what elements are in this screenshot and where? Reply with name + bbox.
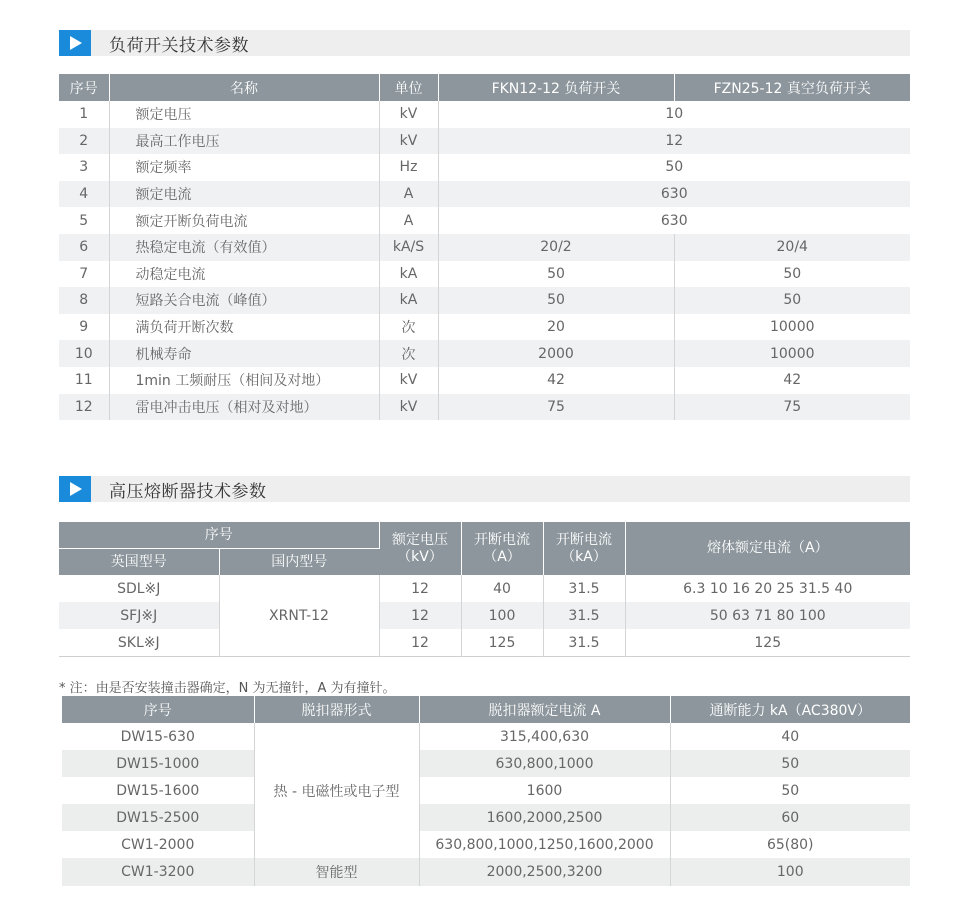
header-seq: 序号 (62, 696, 254, 723)
header-line: 开断电流 (556, 531, 612, 548)
cell-trip-current: 2000,2500,3200 (419, 858, 670, 885)
header-fzn25: FZN25-12 真空负荷开关 (674, 74, 910, 101)
cell-merged-value: 630 (438, 181, 910, 208)
cell-capacity: 50 (781, 782, 800, 799)
cell-trip-current: 1600,2000,2500 (419, 804, 670, 831)
cell-seq: 4 (59, 181, 109, 208)
cell-voltage: 12 (379, 629, 461, 657)
section-header-fuse (59, 476, 910, 502)
table-row (59, 602, 910, 629)
cell-unit: kV (379, 101, 438, 128)
header-breaking-current-ka (543, 522, 625, 575)
cell-unit: A (379, 181, 438, 208)
header-line: （kA） (561, 548, 607, 565)
cell-fzn25: 20/4 (674, 234, 910, 261)
cell-fkn12: 2000 (438, 340, 674, 367)
cell-model: CW1-2000 (62, 831, 254, 858)
table-row (59, 207, 910, 234)
cell-fkn12: 20/2 (438, 234, 674, 261)
table-row (62, 723, 910, 750)
table-row (59, 101, 910, 128)
table-row (59, 181, 910, 208)
cell-model: DW15-2500 (62, 804, 254, 831)
cell-capacity: 50 (670, 750, 910, 777)
cell-fzn25: 50 (783, 265, 802, 282)
header-line: 开断电流 (474, 531, 530, 548)
section-title: 负荷开关技术参数 (109, 35, 249, 56)
cell-name: 短路关合电流（峰值） (109, 287, 379, 314)
cell-fzn25: 10000 (674, 340, 910, 367)
header-seq: 序号 (59, 522, 379, 549)
cell-voltage: 12 (379, 575, 461, 602)
cell-seq: 3 (59, 154, 109, 181)
cell-seq: 11 (59, 367, 109, 394)
cell-name: 机械寿命 (109, 340, 379, 367)
cell-name: 额定电流 (109, 181, 379, 208)
cell-model: DW15-630 (62, 723, 254, 750)
cell-fuse: 50 63 71 80 100 (625, 602, 910, 629)
cell-unit: A (379, 207, 438, 234)
cell-seq: 6 (59, 234, 109, 261)
cell-unit: kV (379, 128, 438, 155)
table-row (59, 154, 910, 181)
breaker-table (62, 696, 910, 886)
cell-seq: 1 (59, 101, 109, 128)
cell-capacity: 65(80) (766, 836, 814, 853)
cell-fzn25: 42 (783, 372, 802, 389)
header-unit: 单位 (379, 74, 438, 101)
header-trip-current: 脱扣器额定电流 A (419, 696, 670, 723)
table-row (59, 314, 910, 341)
cell-model: CW1-3200 (62, 858, 254, 885)
header-line: 额定电压 (392, 531, 448, 548)
cell-name: 1min 工频耐压（相间及对地） (109, 367, 379, 394)
header-trip-type: 脱扣器形式 (254, 696, 419, 723)
header-fuse-current: 熔体额定电流（A） (625, 522, 910, 575)
header-seq: 序号 (59, 74, 109, 101)
header-domestic-model: 国内型号 (219, 549, 379, 576)
table-header-row (59, 522, 910, 549)
cell-merged-value: 12 (438, 128, 910, 155)
cell-seq: 2 (59, 128, 109, 155)
cell-fuse: 125 (754, 634, 782, 651)
cell-fkn12: 20 (438, 314, 674, 341)
cell-domestic-model: XRNT-12 (219, 575, 379, 657)
header-rated-voltage (379, 522, 461, 575)
cell-break-ka: 31.5 (543, 602, 625, 629)
cell-fkn12: 50 (438, 261, 674, 288)
cell-unit: Hz (379, 154, 438, 181)
table-header-row (62, 696, 910, 723)
fuse-table (59, 522, 910, 657)
section-header-load-switch (59, 30, 910, 56)
table-row (59, 394, 910, 421)
header-breaking-current-a (461, 522, 543, 575)
cell-uk-model: SKL※J (59, 629, 219, 657)
cell-capacity: 100 (670, 858, 910, 885)
cell-unit: kV (379, 367, 438, 394)
cell-name: 动稳定电流 (109, 261, 379, 288)
cell-merged-value: 50 (665, 159, 684, 176)
table-row (62, 804, 910, 831)
cell-uk-model: SFJ※J (59, 602, 219, 629)
cell-trip-type: 热 - 电磁性或电子型 (254, 723, 419, 858)
table-row (62, 858, 910, 885)
cell-break-ka: 31.5 (543, 629, 625, 657)
cell-fzn25: 50 (674, 287, 910, 314)
table-row (62, 831, 910, 858)
cell-break-a: 40 (461, 575, 543, 602)
table-row (59, 575, 910, 602)
cell-trip-current: 1600 (419, 777, 670, 804)
cell-unit: kA/S (379, 234, 438, 261)
cell-fzn25: 75 (674, 394, 910, 421)
header-breaking-capacity: 通断能力 kA（AC380V） (670, 696, 910, 723)
table-header-row (59, 74, 910, 101)
cell-seq: 7 (59, 261, 109, 288)
cell-seq: 8 (59, 287, 109, 314)
cell-voltage: 12 (379, 602, 461, 629)
section-title: 高压熔断器技术参数 (109, 481, 267, 502)
cell-trip-current: 315,400,630 (419, 723, 670, 750)
cell-name: 最高工作电压 (109, 128, 379, 155)
cell-merged-value: 630 (660, 212, 688, 229)
cell-name: 满负荷开断次数 (109, 314, 379, 341)
cell-break-ka: 31.5 (543, 575, 625, 602)
cell-uk-model: SDL※J (59, 575, 219, 602)
header-uk-model: 英国型号 (59, 549, 219, 576)
cell-fzn25: 10000 (769, 319, 815, 336)
cell-name: 额定电压 (109, 101, 379, 128)
play-arrow-icon (59, 30, 91, 56)
table-row (59, 367, 910, 394)
cell-break-a: 125 (461, 629, 543, 657)
cell-fkn12: 75 (438, 394, 674, 421)
cell-trip-type: 智能型 (254, 858, 419, 885)
cell-name: 额定频率 (109, 154, 379, 181)
cell-name: 热稳定电流（有效值） (109, 234, 379, 261)
table-row (62, 750, 910, 777)
table-row (59, 261, 910, 288)
cell-seq: 5 (59, 207, 109, 234)
cell-model: DW15-1000 (62, 750, 254, 777)
footnote: * 注：由是否安装撞击器确定，N 为无撞针，A 为有撞针。 (59, 681, 396, 696)
cell-seq: 12 (59, 394, 109, 421)
header-name: 名称 (109, 74, 379, 101)
table-row (62, 777, 910, 804)
table-row (59, 287, 910, 314)
table-row (59, 340, 910, 367)
cell-name: 额定开断负荷电流 (109, 207, 379, 234)
cell-model: DW15-1600 (62, 777, 254, 804)
header-fkn12: FKN12-12 负荷开关 (438, 74, 674, 101)
cell-capacity: 40 (781, 728, 800, 745)
cell-unit: 次 (379, 314, 438, 341)
cell-unit: 次 (379, 340, 438, 367)
cell-unit: kA (379, 261, 438, 288)
cell-name: 雷电冲击电压（相对及对地） (109, 394, 379, 421)
cell-capacity: 60 (670, 804, 910, 831)
table-row (59, 234, 910, 261)
cell-trip-current: 630,800,1000 (419, 750, 670, 777)
table-row (59, 629, 910, 657)
table-row (59, 128, 910, 155)
cell-fkn12: 50 (438, 287, 674, 314)
play-arrow-icon (59, 476, 91, 502)
cell-seq: 9 (59, 314, 109, 341)
cell-merged-value: 10 (665, 106, 684, 123)
cell-seq: 10 (59, 340, 109, 367)
cell-fkn12: 42 (438, 367, 674, 394)
cell-trip-current: 630,800,1000,1250,1600,2000 (419, 831, 670, 858)
cell-fuse: 6.3 10 16 20 25 31.5 40 (683, 580, 853, 597)
header-line: （kV） (397, 548, 443, 565)
cell-unit: kV (379, 394, 438, 421)
load-switch-table (59, 74, 910, 420)
cell-unit: kA (379, 287, 438, 314)
cell-break-a: 100 (461, 602, 543, 629)
header-line: （A） (483, 548, 521, 565)
